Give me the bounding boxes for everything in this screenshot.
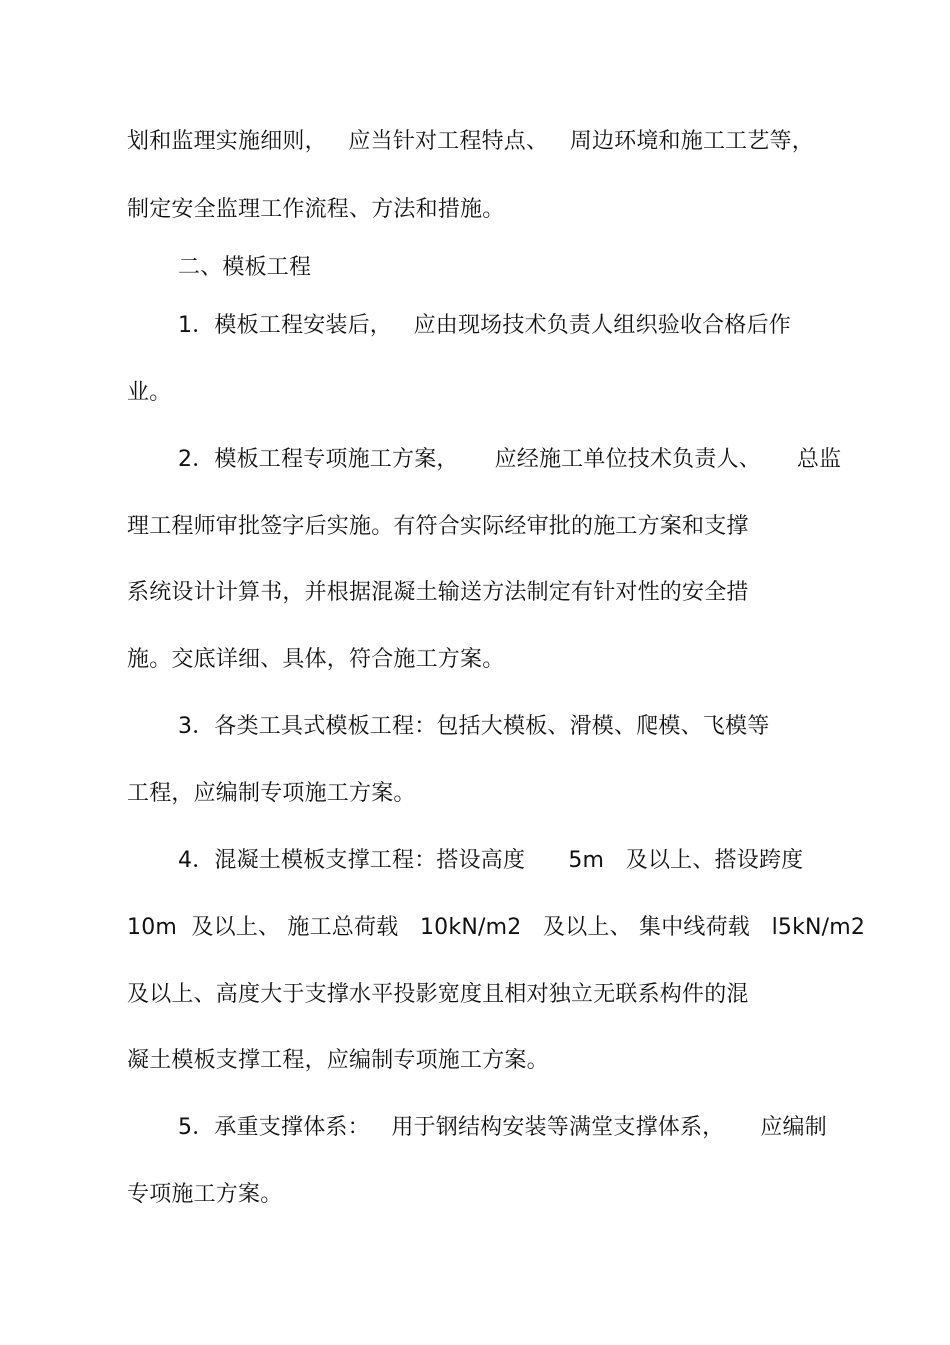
text-line: 制定安全监理工作流程、方法和措施。 bbox=[127, 197, 505, 222]
text-line: 1．模板工程安装后， 应由现场技术负责人组织验收合格后作 bbox=[178, 313, 791, 338]
text-line: 施。交底详细、具体，符合施工方案。 bbox=[127, 647, 505, 672]
text-line: 理工程师审批签字后实施。有符合实际经审批的施工方案和支撑 bbox=[127, 514, 749, 539]
text-line: 3．各类工具式模板工程：包括大模板、滑模、爬模、飞模等 bbox=[178, 714, 770, 739]
text-line: 专项施工方案。 bbox=[127, 1182, 283, 1207]
text-line: 及以上、高度大于支撑水平投影宽度且相对独立无联系构件的混 bbox=[127, 982, 749, 1007]
text-line: 4．混凝土模板支撑工程：搭设高度 5m 及以上、搭设跨度 bbox=[178, 848, 804, 873]
text-line: 系统设计计算书，并根据混凝土输送方法制定有针对性的安全措 bbox=[127, 580, 749, 605]
text-line: 2．模板工程专项施工方案， 应经施工单位技术负责人、 总监 bbox=[178, 447, 842, 472]
text-line: 5．承重支撑体系： 用于钢结构安装等满堂支撑体系， 应编制 bbox=[178, 1115, 827, 1140]
text-line: 业。 bbox=[127, 380, 172, 405]
section-heading: 二、模板工程 bbox=[178, 255, 312, 280]
text-line: 工程，应编制专项施工方案。 bbox=[127, 781, 416, 806]
text-line: 10m 及以上、 施工总荷载 10kN/m2 及以上、 集中线荷载 l5kN/m2 bbox=[127, 915, 866, 940]
text-line: 凝土模板支撑工程，应编制专项施工方案。 bbox=[127, 1048, 549, 1073]
text-line: 划和监理实施细则， 应当针对工程特点、 周边环境和施工工艺等， bbox=[127, 129, 814, 154]
